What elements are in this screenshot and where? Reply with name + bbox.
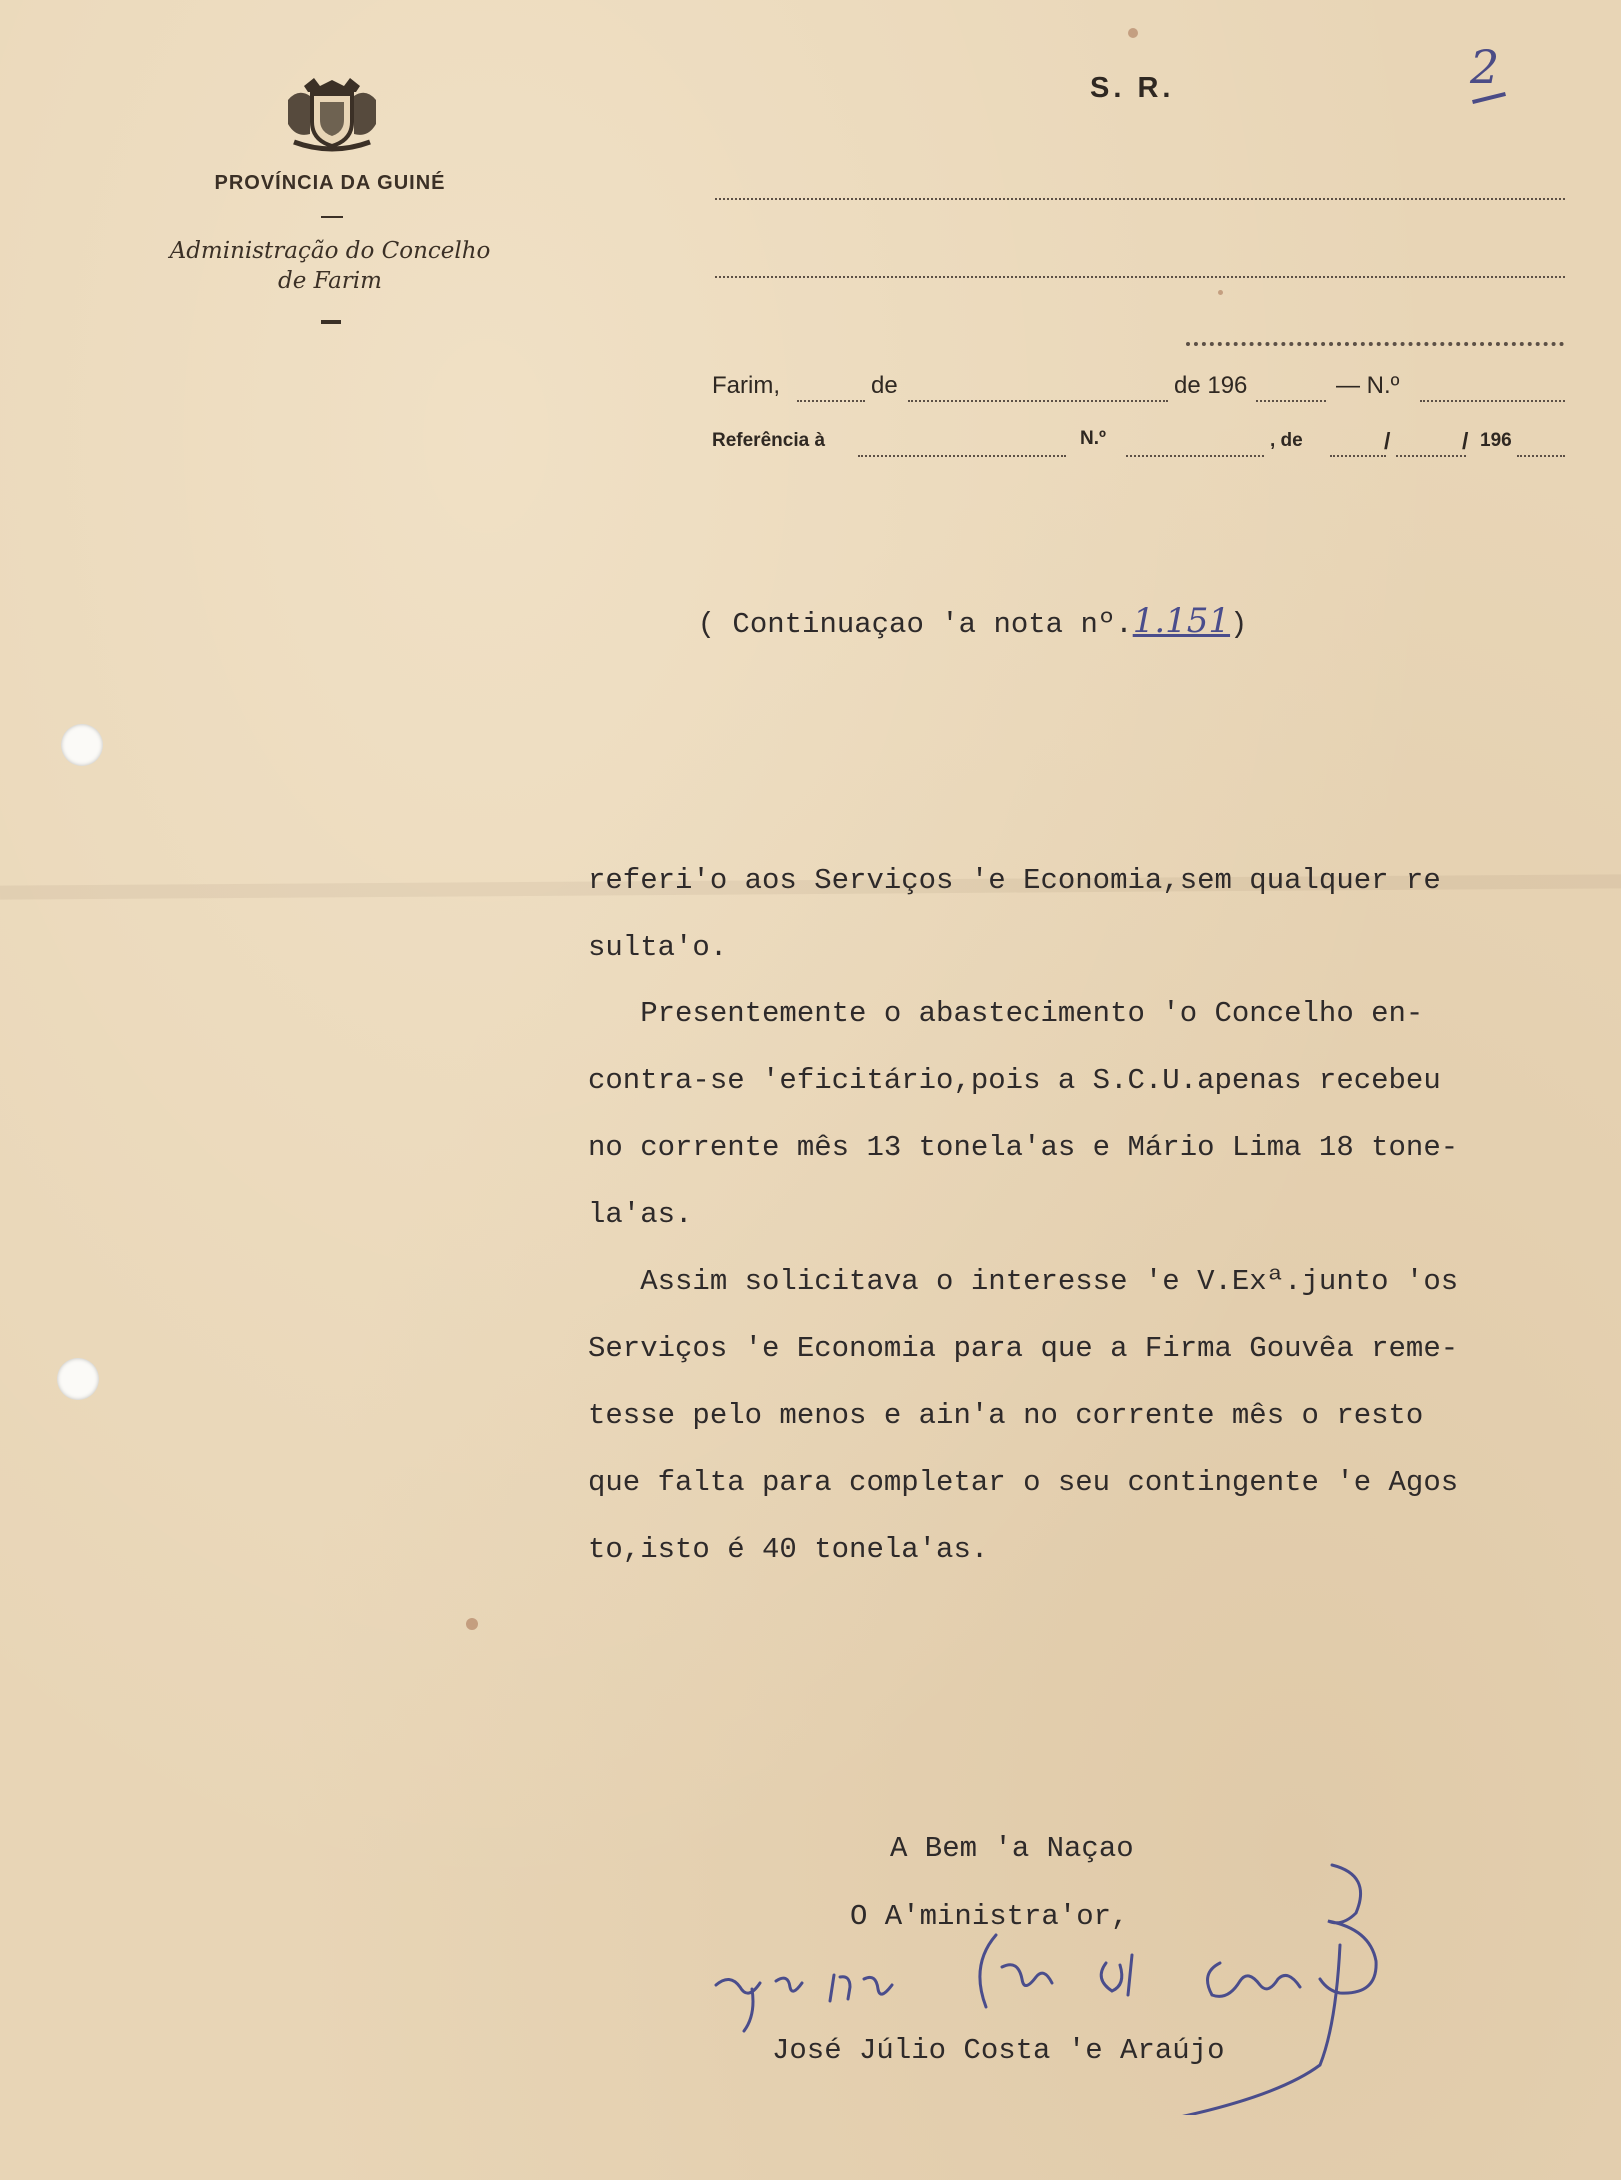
administration-name <box>130 236 530 296</box>
paper-spot <box>1128 28 1138 38</box>
handwritten-note-number: 1.151 <box>1132 601 1231 641</box>
province-name: PROVÍNCIA DA GUINÉ <box>214 172 446 194</box>
reference-year-label: 196 <box>1480 430 1512 451</box>
page-number: 2 <box>1470 40 1500 94</box>
signer-title: O A'ministra'or, <box>850 1900 1129 1933</box>
day-field <box>797 400 865 402</box>
body-line: tesse pelo menos e ain'a no corrente mês o resto <box>588 1399 1424 1432</box>
address-line <box>715 276 1565 278</box>
letterhead-divider <box>321 320 341 324</box>
number-field <box>1420 400 1565 402</box>
reference-year-field <box>1517 455 1565 457</box>
body-line: no corrente mês 13 tonela'as e Mário Lima 18 tone- <box>588 1131 1459 1164</box>
administration-line: Administração do Concelho <box>169 238 491 264</box>
handwritten-signature <box>700 1855 1420 2115</box>
address-line <box>1186 342 1564 346</box>
body-line: sulta'o. <box>588 931 728 964</box>
paper-spot <box>466 1618 478 1630</box>
month-label: de <box>871 372 898 399</box>
closing-salutation: A Bem 'a Naçao <box>890 1832 1134 1865</box>
administration-line: de Farim <box>278 268 382 294</box>
punch-hole-bottom <box>57 1358 99 1400</box>
reference-month-field <box>1396 455 1466 457</box>
reference-field <box>858 455 1066 457</box>
date-separator: / <box>1462 428 1469 454</box>
body-line: que falta para completar o seu contingente 'e Agos <box>588 1466 1459 1499</box>
reference-day-field <box>1330 455 1386 457</box>
reference-label: Referência à <box>712 430 826 451</box>
address-line <box>715 198 1565 200</box>
continuation-line <box>628 568 1247 674</box>
reference-number-field <box>1126 455 1264 457</box>
body-line: Presentemente o abastecimento 'o Concelho en- <box>588 997 1424 1030</box>
paper-spot <box>1218 290 1223 295</box>
body-line: contra-se 'eficitário,pois a S.C.U.apenas recebeu <box>588 1064 1441 1097</box>
reference-date-label: , de <box>1270 430 1303 451</box>
classification-mark: S. R. <box>1090 72 1175 104</box>
body-line: to,isto é 40 tonela'as. <box>588 1533 989 1566</box>
body-line: la'as. <box>588 1198 693 1231</box>
body-line: referi'o aos Serviços 'e Economia,sem qualquer re <box>588 864 1441 897</box>
year-field <box>1256 400 1326 402</box>
place-label: Farim, <box>712 372 780 399</box>
body-line: Serviços 'e Economia para que a Firma Gouvêa reme- <box>588 1332 1459 1365</box>
date-separator: / <box>1384 428 1391 454</box>
body-line: Assim solicitava o interesse 'e V.Exª.junto 'os <box>588 1265 1459 1298</box>
reference-number-label: N.º <box>1080 428 1106 449</box>
continuation-prefix: ( Continuaçao 'a nota nº. <box>697 608 1133 641</box>
month-field <box>908 400 1168 402</box>
year-label: de 196 <box>1174 372 1248 399</box>
signer-name: José Júlio Costa 'e Araújo <box>772 2034 1225 2067</box>
continuation-suffix: ) <box>1230 608 1248 641</box>
letterhead-divider <box>321 216 343 218</box>
coat-of-arms-icon <box>284 78 380 152</box>
punch-hole-top <box>61 724 103 766</box>
number-label: — N.º <box>1336 372 1400 399</box>
